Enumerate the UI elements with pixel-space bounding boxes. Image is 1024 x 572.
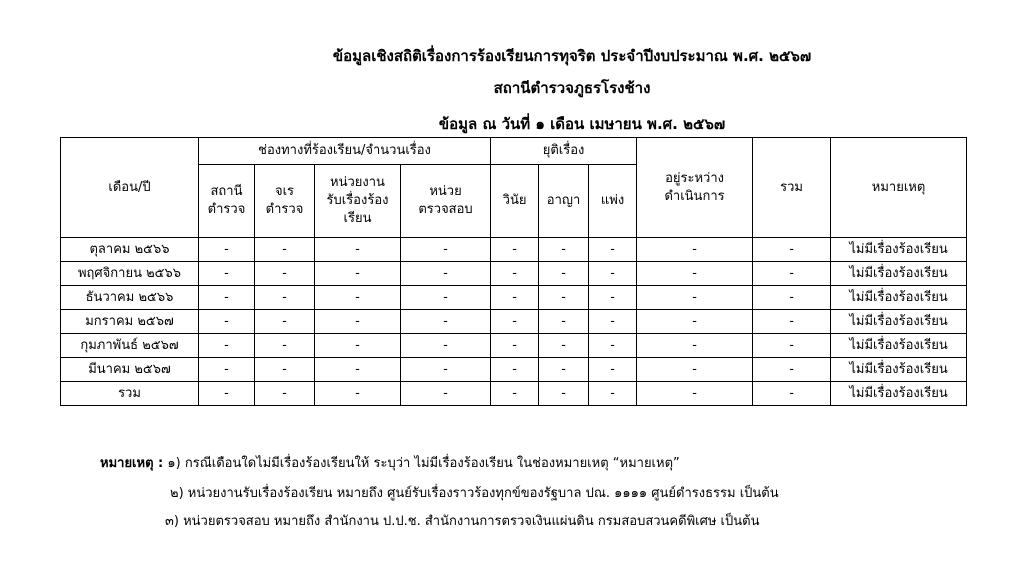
row-value: - <box>315 382 401 406</box>
row-value: - <box>753 382 831 406</box>
row-value: - <box>491 310 539 334</box>
as-of-date: ข้อมูล ณ วันที่ ๑ เดือน เมษายน พ.ศ. ๒๕๖๗ <box>438 115 726 133</box>
row-value: - <box>199 310 255 334</box>
col-channel-station: สถานีตำรวจ <box>199 165 255 238</box>
row-value: - <box>491 262 539 286</box>
row-value: - <box>255 310 315 334</box>
note-1 <box>100 452 680 473</box>
row-value: - <box>401 262 491 286</box>
row-month: ธันวาคม ๒๕๖๖ <box>61 286 199 310</box>
row-month: รวม <box>61 382 199 406</box>
row-value: - <box>539 262 589 286</box>
row-month: มกราคม ๒๕๖๗ <box>61 310 199 334</box>
row-value: - <box>637 262 753 286</box>
table-row <box>61 334 967 358</box>
row-value: - <box>589 286 637 310</box>
note-2: ๒) หน่วยงานรับเรื่องร้องเรียน หมายถึง ศูนย์รับเรื่องราวร้องทุกข์ของรัฐบาล ปณ. ๑๑๑๑ ศูนย์ดำรงธรรม เป็นต้น <box>170 486 779 501</box>
notes-label: หมายเหตุ : <box>100 456 164 471</box>
row-value: - <box>589 262 637 286</box>
row-value: - <box>199 334 255 358</box>
row-value: - <box>401 334 491 358</box>
report-title: ข้อมูลเชิงสถิติเรื่องการร้องเรียนการทุจริต ประจำปีงบประมาณ พ.ศ. ๒๕๖๗ <box>332 47 812 65</box>
row-value: - <box>491 358 539 382</box>
row-value: - <box>401 358 491 382</box>
table-row <box>61 286 967 310</box>
col-total-header: รวม <box>753 138 831 238</box>
row-value: - <box>539 286 589 310</box>
col-channel-inspector: จเรตำรวจ <box>255 165 315 238</box>
col-finished-discipline: วินัย <box>491 165 539 238</box>
col-remark-header: หมายเหตุ <box>831 138 967 238</box>
row-value: - <box>315 262 401 286</box>
row-value: - <box>255 262 315 286</box>
row-value: - <box>589 238 637 262</box>
row-value: - <box>539 334 589 358</box>
row-value: - <box>199 286 255 310</box>
row-value: - <box>491 382 539 406</box>
row-value: - <box>637 358 753 382</box>
row-value: - <box>255 334 315 358</box>
complaint-statistics-table <box>60 137 967 406</box>
row-value: - <box>539 358 589 382</box>
row-value: - <box>589 382 637 406</box>
station-name: สถานีตำรวจภูธรโรงช้าง <box>493 79 651 97</box>
row-remark: ไม่มีเรื่องร้องเรียน <box>831 238 967 262</box>
row-value: - <box>753 358 831 382</box>
row-value: - <box>315 238 401 262</box>
row-value: - <box>589 358 637 382</box>
col-finished-civil: แพ่ง <box>589 165 637 238</box>
row-value: - <box>255 382 315 406</box>
col-channel-agency: หน่วยงานรับเรื่องร้องเรียน <box>315 165 401 238</box>
row-value: - <box>539 310 589 334</box>
row-value: - <box>315 334 401 358</box>
row-value: - <box>753 310 831 334</box>
finished-group-header: ยุติเรื่อง <box>491 138 637 165</box>
row-value: - <box>637 382 753 406</box>
row-value: - <box>637 286 753 310</box>
row-value: - <box>753 262 831 286</box>
row-remark: ไม่มีเรื่องร้องเรียน <box>831 262 967 286</box>
row-value: - <box>589 334 637 358</box>
col-finished-criminal: อาญา <box>539 165 589 238</box>
col-channel-audit: หน่วยตรวจสอบ <box>401 165 491 238</box>
row-value: - <box>637 238 753 262</box>
channels-group-header: ช่องทางที่ร้องเรียน/จำนวนเรื่อง <box>199 138 491 165</box>
row-value: - <box>315 358 401 382</box>
row-value: - <box>315 310 401 334</box>
row-month: มีนาคม ๒๕๖๗ <box>61 358 199 382</box>
note-1-text: ๑) กรณีเดือนใดไม่มีเรื่องร้องเรียนให้ ระบุว่า ไม่มีเรื่องร้องเรียน ในช่องหมายเหตุ “หมายเหตุ” <box>167 456 680 471</box>
row-value: - <box>753 334 831 358</box>
row-month: พฤศจิกายน ๒๕๖๖ <box>61 262 199 286</box>
row-value: - <box>753 238 831 262</box>
row-value: - <box>401 382 491 406</box>
row-value: - <box>589 310 637 334</box>
row-value: - <box>401 286 491 310</box>
row-value: - <box>637 310 753 334</box>
row-value: - <box>401 310 491 334</box>
row-value: - <box>199 358 255 382</box>
table-row <box>61 262 967 286</box>
col-in-progress-header: อยู่ระหว่างดำเนินการ <box>637 138 753 238</box>
row-value: - <box>199 238 255 262</box>
row-value: - <box>491 238 539 262</box>
table-row <box>61 310 967 334</box>
row-remark: ไม่มีเรื่องร้องเรียน <box>831 310 967 334</box>
row-value: - <box>539 238 589 262</box>
row-remark: ไม่มีเรื่องร้องเรียน <box>831 334 967 358</box>
table-row <box>61 238 967 262</box>
row-value: - <box>491 286 539 310</box>
row-value: - <box>199 382 255 406</box>
row-month: กุมภาพันธ์ ๒๕๖๗ <box>61 334 199 358</box>
row-remark: ไม่มีเรื่องร้องเรียน <box>831 382 967 406</box>
row-value: - <box>315 286 401 310</box>
col-month-header: เดือน/ปี <box>61 138 199 238</box>
row-remark: ไม่มีเรื่องร้องเรียน <box>831 358 967 382</box>
row-value: - <box>401 238 491 262</box>
row-month: ตุลาคม ๒๕๖๖ <box>61 238 199 262</box>
row-remark: ไม่มีเรื่องร้องเรียน <box>831 286 967 310</box>
row-value: - <box>199 262 255 286</box>
row-value: - <box>255 238 315 262</box>
row-value: - <box>753 286 831 310</box>
table-row <box>61 358 967 382</box>
row-value: - <box>255 358 315 382</box>
row-value: - <box>637 334 753 358</box>
row-value: - <box>539 382 589 406</box>
row-value: - <box>255 286 315 310</box>
note-3: ๓) หน่วยตรวจสอบ หมายถึง สำนักงาน ป.ป.ช. สำนักงานการตรวจเงินแผ่นดิน กรมสอบสวนคดีพิเศษ เป็นต้น <box>165 514 760 529</box>
table-row <box>61 382 967 406</box>
row-value: - <box>491 334 539 358</box>
